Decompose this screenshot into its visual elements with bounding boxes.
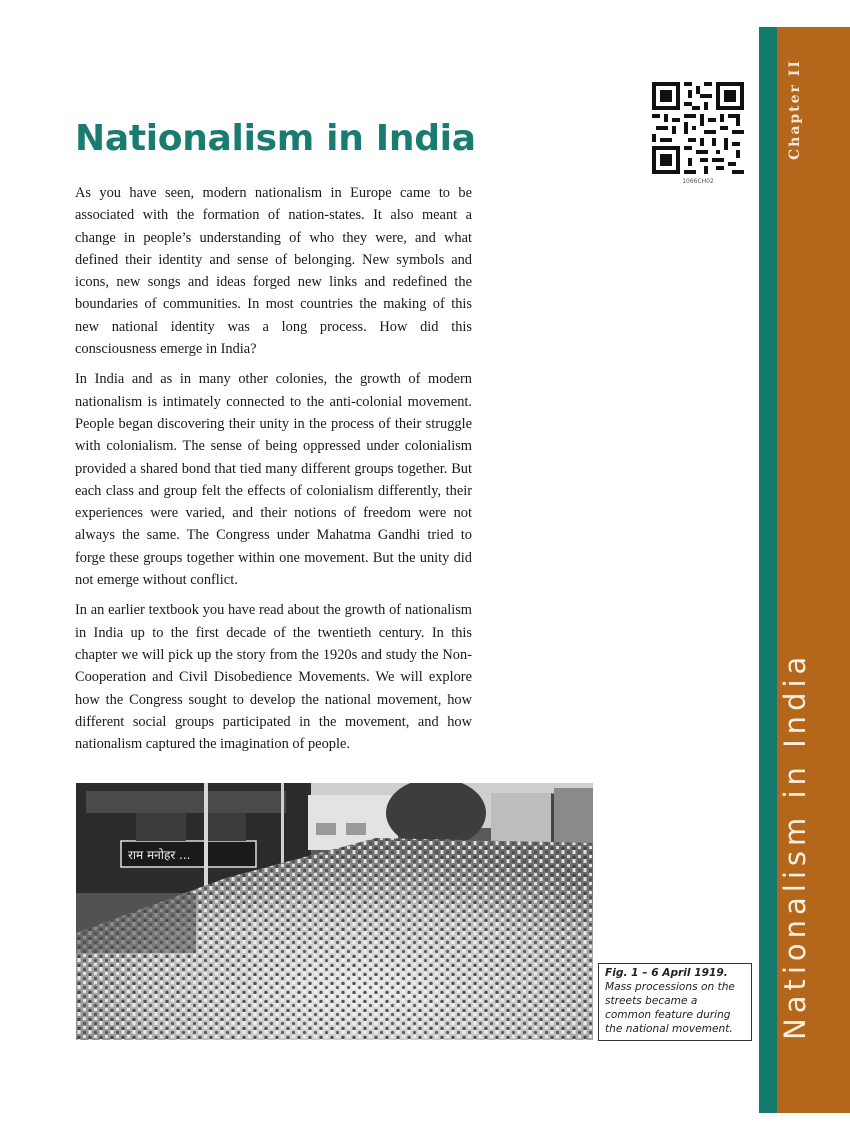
paragraph-1: As you have seen, modern nationalism in Europe came to be associated with the formation of nation-states. It also meant a change in people’s understanding of who they were, and what defined their identity and sense of belonging. New symbols and icons, new songs and ideas forged new links and redefined the boundaries of communities. In most countries the making of this new national identity was a long process. How did this consciousness emerge in India? [75,185,472,358]
sidebar-title: Nationalism in India [778,651,812,1040]
paragraph-3: In an earlier textbook you have read about the growth of nationalism in India up to the first decade of the twentieth century. In this chapter we will pick up the story from the 1920s and study the Non-Cooperation and Civil Disobedience Movements. We will explore how the Congress sought to develop the national movement, how different social groups participated in the movement, and how nationalism captured the imagination of people. [75,602,472,753]
procession-photo [76,783,593,1040]
chapter-label: Chapter II [787,59,803,160]
qr-code-label: 1066CH02 [682,178,714,185]
caption-label: Fig. 1 – 6 April 1919. [605,967,728,979]
paragraph-2: In India and as in many other colonies, the growth of modern nationalism is intimately connected to the anti-colonial movement. People began discovering their unity in the process of their struggle with colonialism. The sense of being oppressed under colonialism provided a shared bond that tied many different groups together. But each class and group felt the effects of colonialism differently, their experiences were varied, and their notions of freedom were not always the same. The Congress under Mahatma Gandhi tried to forge these groups together within one movement. But the unity did not emerge without conflict. [75,371,472,589]
sidebar-teal-stripe [759,27,777,1113]
caption-text: Mass processions on the streets became a common feature during the national movement. [605,981,735,1035]
page-title: Nationalism in India [75,118,476,159]
shop-sign: राम मनोहर ... [128,848,191,862]
body-text [75,182,472,763]
figure-caption [598,963,752,1041]
qr-code-icon[interactable] [652,82,744,174]
